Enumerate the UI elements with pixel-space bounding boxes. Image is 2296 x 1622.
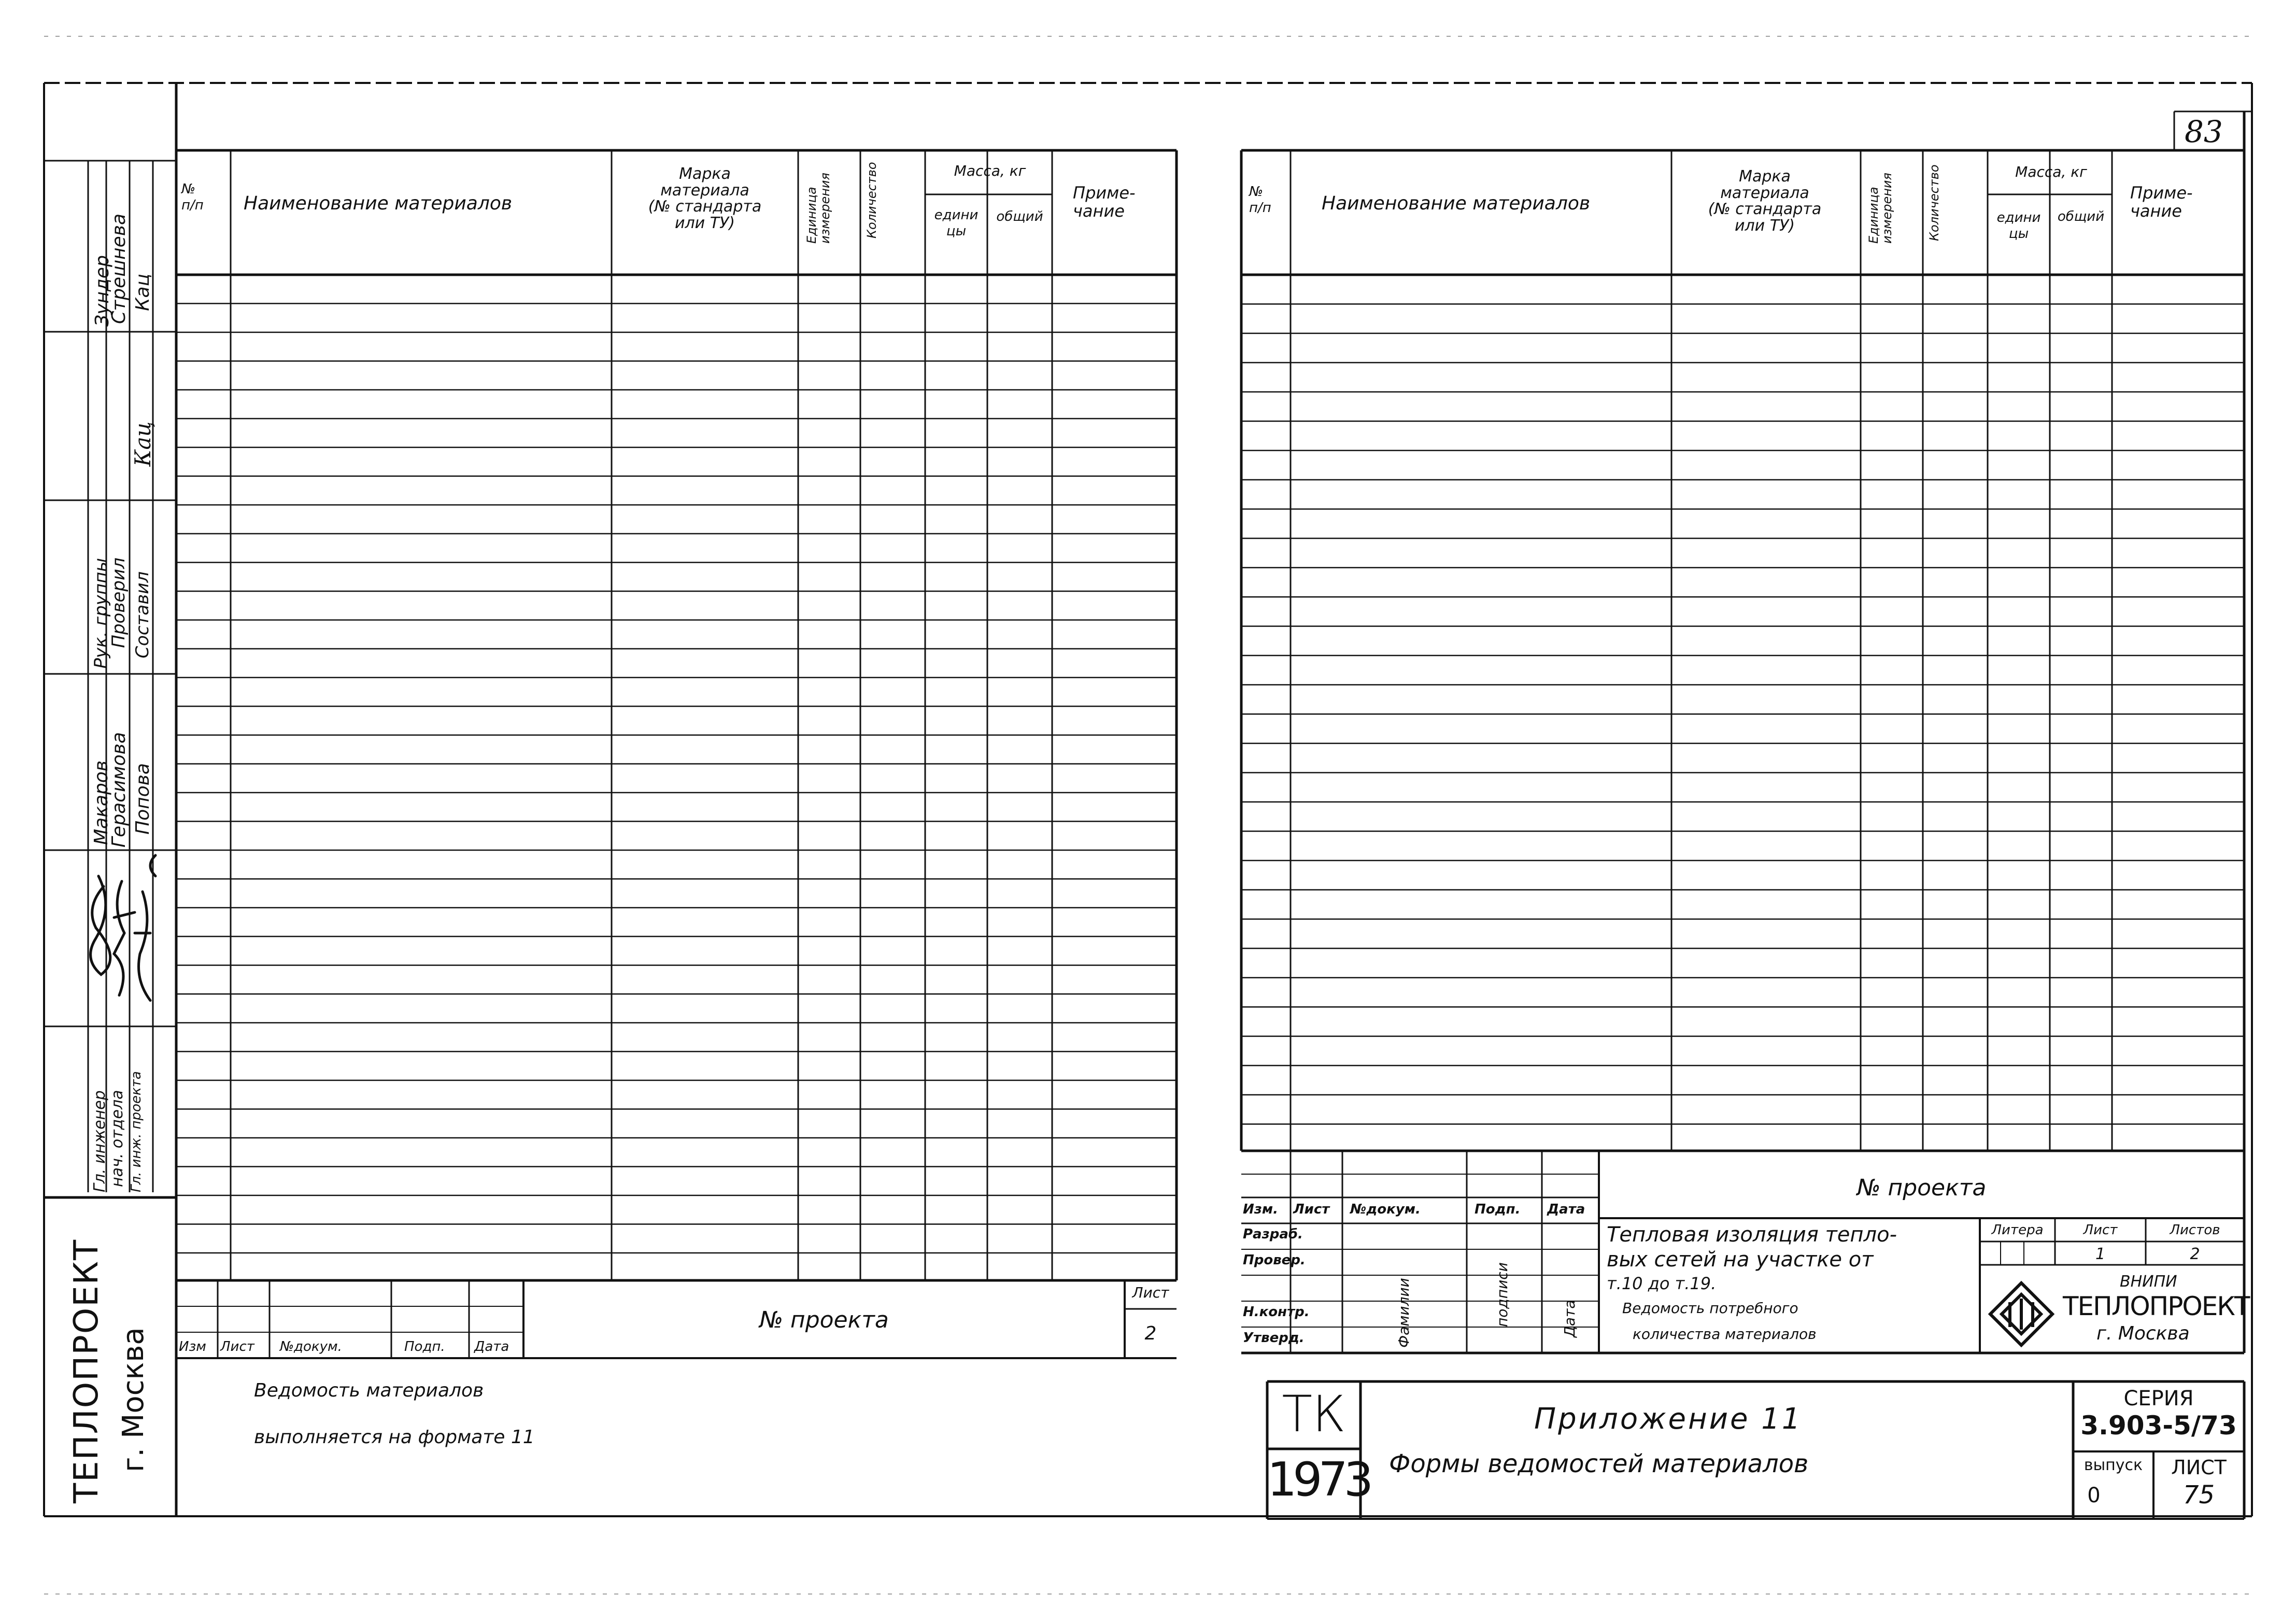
tb-col-podp: Подп. [1475, 1202, 1521, 1217]
tb-project: № проекта [1856, 1175, 1987, 1201]
left-stamp-col-list: Лист [220, 1339, 254, 1355]
series-value: 3.903-5/73 [2080, 1411, 2237, 1441]
left-header-mass-unit: едини цы [934, 207, 979, 239]
left-note-line-2: выполняется на формате 11 [254, 1427, 535, 1448]
left-stamp-col-izm: Изм [179, 1339, 206, 1355]
tb-col-list: Лист [1293, 1202, 1330, 1217]
left-stamp-col-podp: Подп. [404, 1339, 445, 1355]
tb-desc-5: количества материалов [1633, 1325, 1817, 1343]
teploproekt-logo [1990, 1283, 2052, 1345]
right-header-mass: Масса, кг [2015, 163, 2087, 180]
right-header-mass-total: общий [2057, 209, 2105, 224]
margin-role-sostavil: Составил [132, 571, 153, 658]
left-header-qty: Количество [864, 162, 879, 238]
right-header-unit: Единица измерения [1866, 173, 1895, 244]
right-header-note: Приме- чание [2130, 183, 2193, 221]
tb-fam-label: Фамилии [1395, 1278, 1412, 1348]
left-note-line-1: Ведомость материалов [254, 1380, 484, 1401]
tb-role-prover: Провер. [1243, 1252, 1306, 1268]
tb-sheet-label: Лист [2083, 1222, 2118, 1238]
tb-date-label: Дата [1561, 1300, 1578, 1337]
tb-col-date: Дата [1547, 1202, 1585, 1217]
margin-name-makarov: Макаров [91, 760, 112, 845]
right-header-name: Наименование материалов [1322, 193, 1591, 214]
issue-label: выпуск [2084, 1456, 2143, 1474]
right-header-mass-unit: едини цы [1996, 210, 2041, 242]
bottom-tk: ТК [1282, 1385, 1346, 1443]
tb-sheets-label: Листов [2170, 1222, 2220, 1238]
tb-sheets-value: 2 [2190, 1245, 2200, 1263]
series-label: СЕРИЯ [2123, 1387, 2194, 1411]
left-header-unit: Единица измерения [804, 173, 833, 244]
margin-org-name: ТЕПЛОПРОЕКТ [67, 1238, 106, 1503]
margin-name-zunder: Зундер [92, 255, 113, 327]
tb-desc-3: т.10 до т.19. [1607, 1274, 1717, 1293]
tb-role-utverd: Утверд. [1243, 1330, 1305, 1346]
left-stamp-col-date: Дата [474, 1339, 509, 1355]
left-stamp-col-doc: №докум. [280, 1339, 342, 1355]
left-stamp-project: № проекта [759, 1307, 889, 1333]
bottom-title: Приложение 11 [1534, 1402, 1803, 1436]
left-header-mark: Марка материала (№ стандарта или ТУ) [648, 165, 762, 232]
right-header-mark: Марка материала (№ стандарта или ТУ) [1708, 167, 1822, 235]
margin-name-gerasimova: Герасимова [108, 732, 130, 848]
tb-desc-2: вых сетей на участке от [1607, 1248, 1874, 1272]
tb-desc-1: Тепловая изоляция тепло- [1607, 1223, 1897, 1247]
tb-col-izm: Изм. [1243, 1202, 1278, 1217]
left-stamp-sheet-value: 2 [1144, 1323, 1157, 1344]
left-header-no: № п/п [181, 181, 204, 214]
margin-name-kac: Кац [132, 273, 153, 311]
tb-col-doc: №докум. [1350, 1202, 1421, 1217]
right-header-no: № п/п [1249, 184, 1271, 216]
bottom-year: 1973 [1267, 1452, 1370, 1507]
margin-sign-kac: Кац [130, 421, 155, 467]
tb-podp-label: подписи [1494, 1262, 1511, 1327]
left-header-mass: Масса, кг [954, 162, 1026, 179]
tb-desc-4: Ведомость потребного [1622, 1300, 1798, 1317]
left-table-grid [176, 150, 1177, 1280]
tb-role-razrab: Разраб. [1243, 1226, 1303, 1242]
left-header-name: Наименование материалов [244, 193, 513, 214]
tb-litera-label: Литера [1991, 1222, 2044, 1238]
margin-role-ruk: Рук. группы [91, 558, 111, 669]
left-header-note: Приме- чание [1073, 183, 1136, 221]
bottom-subtitle: Формы ведомостей материалов [1389, 1449, 1809, 1478]
page-number: 83 [2185, 114, 2223, 149]
tb-role-nkontr: Н.контр. [1243, 1304, 1310, 1320]
signature-marks [91, 855, 155, 1000]
margin-role-proveril: Проверил [108, 557, 129, 648]
right-table-grid [1241, 111, 2244, 1353]
bottom-sheet-value: 75 [2182, 1480, 2215, 1510]
margin-role-gip: Гл. инж. проекта [129, 1071, 144, 1192]
left-header-mass-total: общий [996, 209, 1043, 224]
tb-sheet-value: 1 [2095, 1245, 2106, 1263]
bottom-sheet-label: ЛИСТ [2171, 1456, 2227, 1479]
margin-org-city: г. Москва [117, 1327, 150, 1472]
margin-role-nach-otdela: нач. отдела [108, 1090, 126, 1187]
margin-name-popova: Попова [132, 763, 153, 835]
tb-org-top: ВНИПИ [2120, 1273, 2177, 1291]
left-stamp-sheet-label: Лист [1132, 1284, 1169, 1301]
tb-org-city: г. Москва [2096, 1323, 2190, 1344]
tb-org-name: ТЕПЛОПРОЕКТ [2063, 1291, 2249, 1321]
margin-name-streshneva: Стрешнева [108, 213, 130, 324]
issue-value: 0 [2087, 1484, 2101, 1507]
margin-role-gl-inzh: Гл. инженер [91, 1090, 109, 1192]
right-header-qty: Количество [1927, 164, 1941, 241]
